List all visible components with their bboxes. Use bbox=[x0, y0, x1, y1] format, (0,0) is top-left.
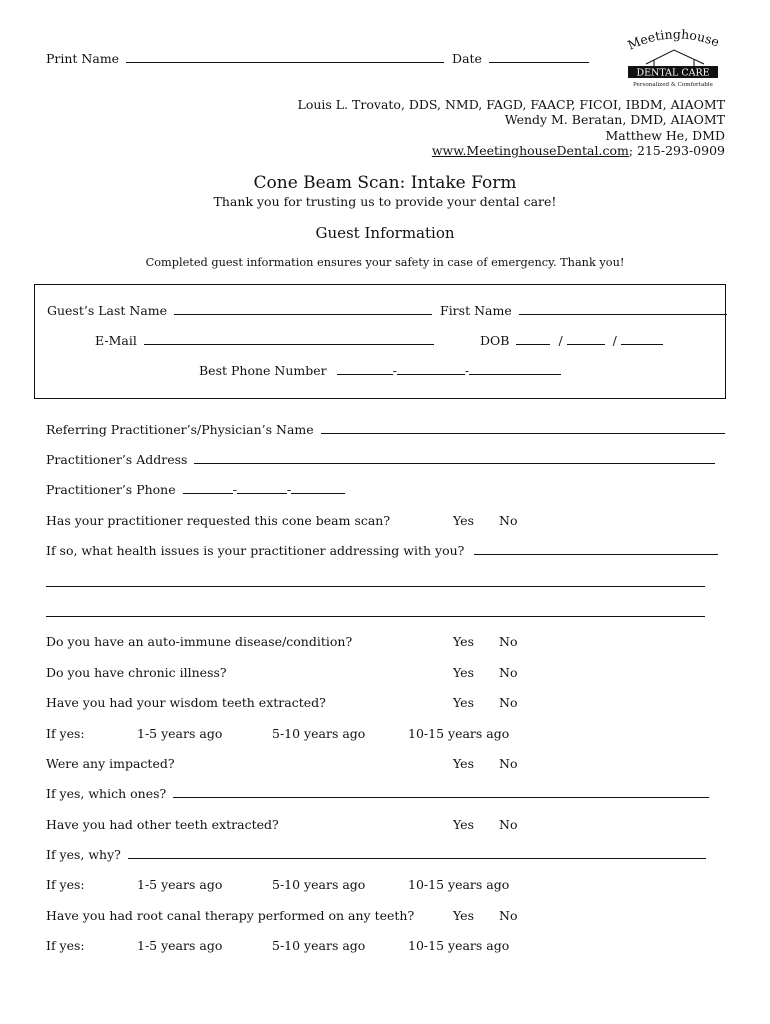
wisdom-range-1[interactable]: 1-5 years ago bbox=[137, 726, 223, 741]
referring-row bbox=[46, 422, 725, 437]
health-issues-field[interactable] bbox=[474, 543, 718, 555]
health-issues-line-3[interactable] bbox=[46, 616, 705, 617]
best-phone-row bbox=[199, 363, 561, 378]
email-row bbox=[95, 333, 434, 348]
logo-banner: DENTAL CARE bbox=[636, 67, 710, 79]
date-field[interactable] bbox=[489, 51, 589, 63]
best-phone-prefix-field[interactable] bbox=[397, 363, 465, 375]
provider-3: Matthew He, DMD bbox=[605, 127, 725, 143]
other-range-2[interactable]: 5-10 years ago bbox=[272, 877, 366, 892]
logo-graphic bbox=[624, 24, 728, 90]
other-teeth-yes[interactable]: Yes bbox=[453, 817, 474, 832]
dob-month-field[interactable] bbox=[516, 333, 550, 345]
website-link[interactable]: www.MeetinghouseDental.com bbox=[431, 142, 629, 158]
logo-arc-text: Meetinghouse bbox=[625, 26, 722, 53]
chronic-no[interactable]: No bbox=[499, 665, 518, 680]
best-phone-line-field[interactable] bbox=[469, 363, 561, 375]
requested-yes[interactable]: Yes bbox=[453, 513, 474, 528]
wisdom-yes[interactable]: Yes bbox=[453, 695, 474, 710]
first-name-label: First Name bbox=[440, 303, 512, 318]
section-note: Completed guest information ensures your safety in case of emergency. Thank you! bbox=[145, 256, 625, 269]
root-canal-no[interactable]: No bbox=[499, 908, 518, 923]
practice-logo bbox=[624, 24, 728, 90]
thank-you-text: Thank you for trusting us to provide your dental care! bbox=[213, 194, 557, 209]
other-range-3[interactable]: 10-15 years ago bbox=[408, 877, 510, 892]
phone-separator: - bbox=[232, 482, 237, 497]
last-name-field[interactable] bbox=[174, 303, 432, 315]
wisdom-if-yes-label: If yes: bbox=[46, 726, 85, 741]
which-ones-field[interactable] bbox=[173, 786, 709, 798]
health-issues-line-2[interactable] bbox=[46, 586, 705, 587]
autoimmune-question: Do you have an auto-immune disease/condition? bbox=[46, 634, 353, 649]
dob-label: DOB bbox=[480, 333, 510, 348]
impacted-question: Were any impacted? bbox=[46, 756, 175, 771]
email-field[interactable] bbox=[144, 333, 434, 345]
root-canal-range-3[interactable]: 10-15 years ago bbox=[408, 938, 510, 953]
practitioner-phone-label: Practitioner’s Phone bbox=[46, 482, 176, 497]
requested-no[interactable]: No bbox=[499, 513, 518, 528]
chronic-question: Do you have chronic illness? bbox=[46, 665, 227, 680]
svg-text:Meetinghouse bbox=[625, 26, 721, 52]
address-label: Practitioner’s Address bbox=[46, 452, 188, 467]
provider-list bbox=[298, 97, 725, 158]
phone-separator: - bbox=[286, 482, 292, 497]
address-row bbox=[46, 452, 715, 467]
provider-2: Wendy M. Beratan, DMD, AIAOMT bbox=[504, 112, 725, 128]
health-issues-label: If so, what health issues is your practitioner addressing with you? bbox=[46, 543, 465, 558]
dob-year-field[interactable] bbox=[621, 333, 663, 345]
print-name-field[interactable] bbox=[126, 51, 444, 63]
requested-question: Has your practitioner requested this cone beam scan? bbox=[46, 513, 391, 528]
print-name-label: Print Name bbox=[46, 51, 120, 66]
other-teeth-question: Have you had other teeth extracted? bbox=[46, 817, 279, 832]
health-issues-row bbox=[46, 543, 718, 558]
other-if-yes-label: If yes: bbox=[46, 877, 85, 892]
practitioner-phone-row bbox=[46, 482, 345, 497]
wisdom-range-2[interactable]: 5-10 years ago bbox=[272, 726, 366, 741]
root-canal-yes[interactable]: Yes bbox=[453, 908, 474, 923]
why-row bbox=[46, 847, 706, 862]
why-label: If yes, why? bbox=[46, 847, 121, 862]
other-teeth-no[interactable]: No bbox=[499, 817, 518, 832]
root-canal-range-1[interactable]: 1-5 years ago bbox=[137, 938, 223, 953]
form-title: Cone Beam Scan: Intake Form bbox=[253, 173, 517, 193]
first-name-field[interactable] bbox=[519, 303, 727, 315]
practitioner-phone-line-field[interactable] bbox=[291, 482, 345, 494]
best-phone-area-field[interactable] bbox=[337, 363, 393, 375]
dob-separator: / bbox=[558, 333, 563, 348]
last-name-label: Guest’s Last Name bbox=[47, 303, 168, 318]
root-canal-range-2[interactable]: 5-10 years ago bbox=[272, 938, 366, 953]
practice-phone: ; 215-293-0909 bbox=[628, 142, 725, 158]
print-name-row bbox=[46, 51, 589, 66]
wisdom-range-3[interactable]: 10-15 years ago bbox=[408, 726, 510, 741]
why-field[interactable] bbox=[128, 847, 706, 859]
wisdom-no[interactable]: No bbox=[499, 695, 518, 710]
section-title: Guest Information bbox=[315, 224, 455, 242]
other-range-1[interactable]: 1-5 years ago bbox=[137, 877, 223, 892]
referring-label: Referring Practitioner’s/Physician’s Name bbox=[46, 422, 314, 437]
dob-day-field[interactable] bbox=[567, 333, 605, 345]
phone-separator: - bbox=[464, 363, 470, 378]
root-canal-if-yes-label: If yes: bbox=[46, 938, 85, 953]
referring-field[interactable] bbox=[321, 422, 725, 434]
date-label: Date bbox=[452, 51, 482, 66]
phone-separator: - bbox=[392, 363, 397, 378]
wisdom-question: Have you had your wisdom teeth extracted? bbox=[46, 695, 326, 710]
which-ones-row bbox=[46, 786, 709, 801]
email-label: E-Mail bbox=[95, 333, 137, 348]
autoimmune-no[interactable]: No bbox=[499, 634, 518, 649]
impacted-no[interactable]: No bbox=[499, 756, 518, 771]
which-ones-label: If yes, which ones? bbox=[46, 786, 167, 801]
last-name-row bbox=[47, 303, 727, 318]
practitioner-phone-prefix-field[interactable] bbox=[237, 482, 287, 494]
contact-line bbox=[298, 143, 725, 158]
chronic-yes[interactable]: Yes bbox=[453, 665, 474, 680]
dob-row bbox=[480, 333, 663, 348]
autoimmune-yes[interactable]: Yes bbox=[453, 634, 474, 649]
best-phone-label: Best Phone Number bbox=[199, 363, 327, 378]
impacted-yes[interactable]: Yes bbox=[453, 756, 474, 771]
provider-1: Louis L. Trovato, DDS, NMD, FAGD, FAACP, FICOI, IBDM, AIAOMT bbox=[297, 97, 725, 112]
logo-tagline: Personalized & Comfortable bbox=[633, 82, 713, 88]
dob-separator: / bbox=[612, 333, 617, 348]
root-canal-question: Have you had root canal therapy performed on any teeth? bbox=[46, 908, 415, 923]
address-field[interactable] bbox=[194, 452, 715, 464]
practitioner-phone-area-field[interactable] bbox=[183, 482, 233, 494]
